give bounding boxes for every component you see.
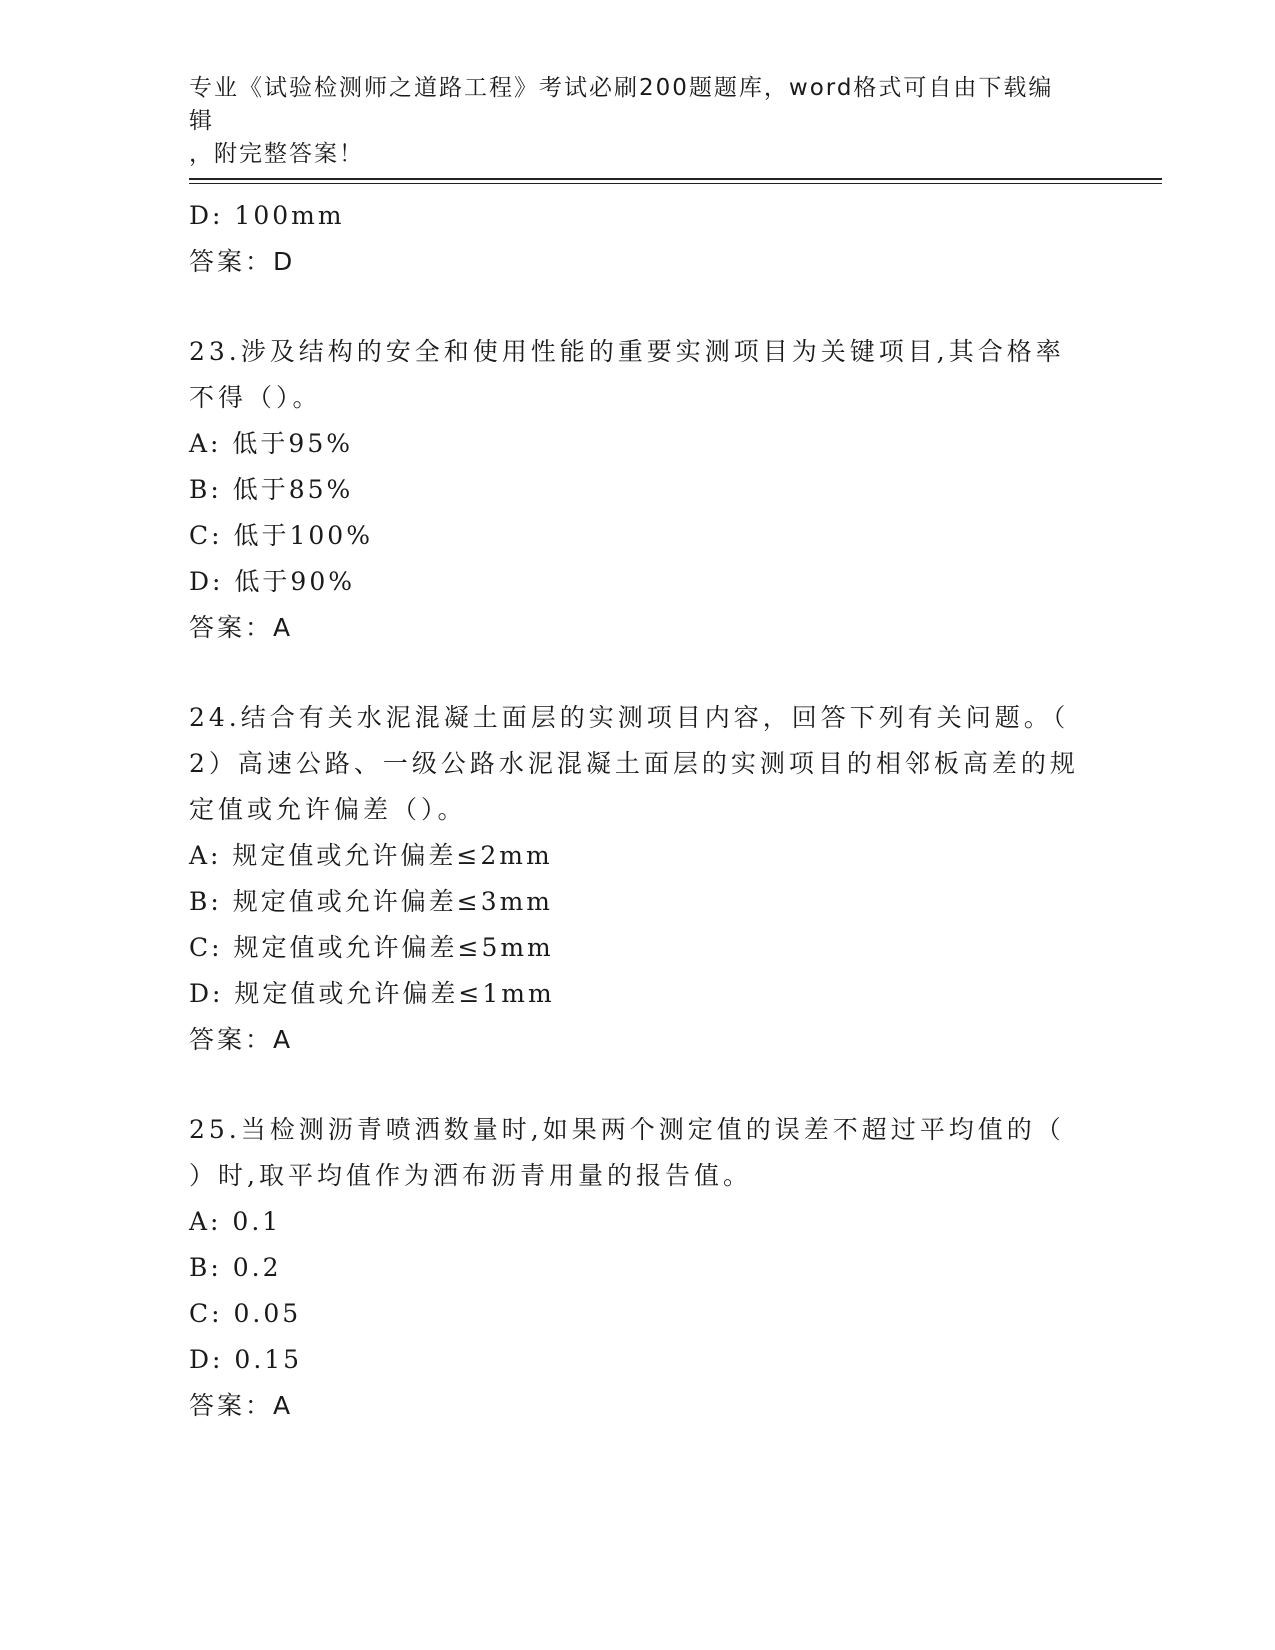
option-a: A: 0.1 [189, 1207, 282, 1236]
question-text: 定值或允许偏差（）。 [189, 795, 467, 824]
header-divider [189, 178, 1162, 180]
question-text: 不得（）。 [189, 383, 322, 412]
question-text: ）时,取平均值作为洒布沥青用量的报告值。 [189, 1161, 752, 1190]
option-b: B: 低于85% [189, 475, 354, 504]
header-title-line2: ，附完整答案！ [189, 141, 364, 167]
question-text: 23.涉及结构的安全和使用性能的重要实测项目为关键项目,其合格率 [189, 337, 1065, 366]
option-d: D: 低于90% [189, 567, 355, 596]
option-c: C: 0.05 [189, 1299, 302, 1328]
option-c: C: 规定值或允许偏差≤5mm [189, 933, 554, 962]
header-title-line1: 专业《试验检测师之道路工程》考试必刷200题题库，word格式可自由下载编辑 [189, 75, 1054, 134]
option-c: C: 低于100% [189, 521, 373, 550]
option-d: D: 0.15 [189, 1345, 303, 1374]
option-a: A: 规定值或允许偏差≤2mm [189, 841, 553, 870]
question-text: 2）高速公路、一级公路水泥混凝土面层的实测项目的相邻板高差的规 [189, 749, 1079, 778]
question-23 [189, 329, 1089, 421]
question-text: 25.当检测沥青喷洒数量时,如果两个测定值的误差不超过平均值的（ [189, 1115, 1065, 1144]
page-header [189, 72, 1069, 171]
question-24 [189, 695, 1089, 833]
header-divider-thin [189, 183, 1162, 184]
option-a: A: 低于95% [189, 429, 353, 458]
option-d: D: 规定值或允许偏差≤1mm [189, 979, 555, 1008]
answer-line: 答案：A [189, 613, 294, 642]
document-body [189, 193, 1089, 1429]
option-d: D: 100mm [189, 201, 345, 230]
option-b: B: 0.2 [189, 1253, 282, 1282]
answer-line: 答案：A [189, 1391, 294, 1420]
question-text: 24.结合有关水泥混凝土面层的实测项目内容，回答下列有关问题。（ [189, 703, 1070, 732]
answer-line: 答案：A [189, 1025, 294, 1054]
option-b: B: 规定值或允许偏差≤3mm [189, 887, 554, 916]
answer-line: 答案：D [189, 247, 296, 276]
question-25 [189, 1107, 1089, 1199]
